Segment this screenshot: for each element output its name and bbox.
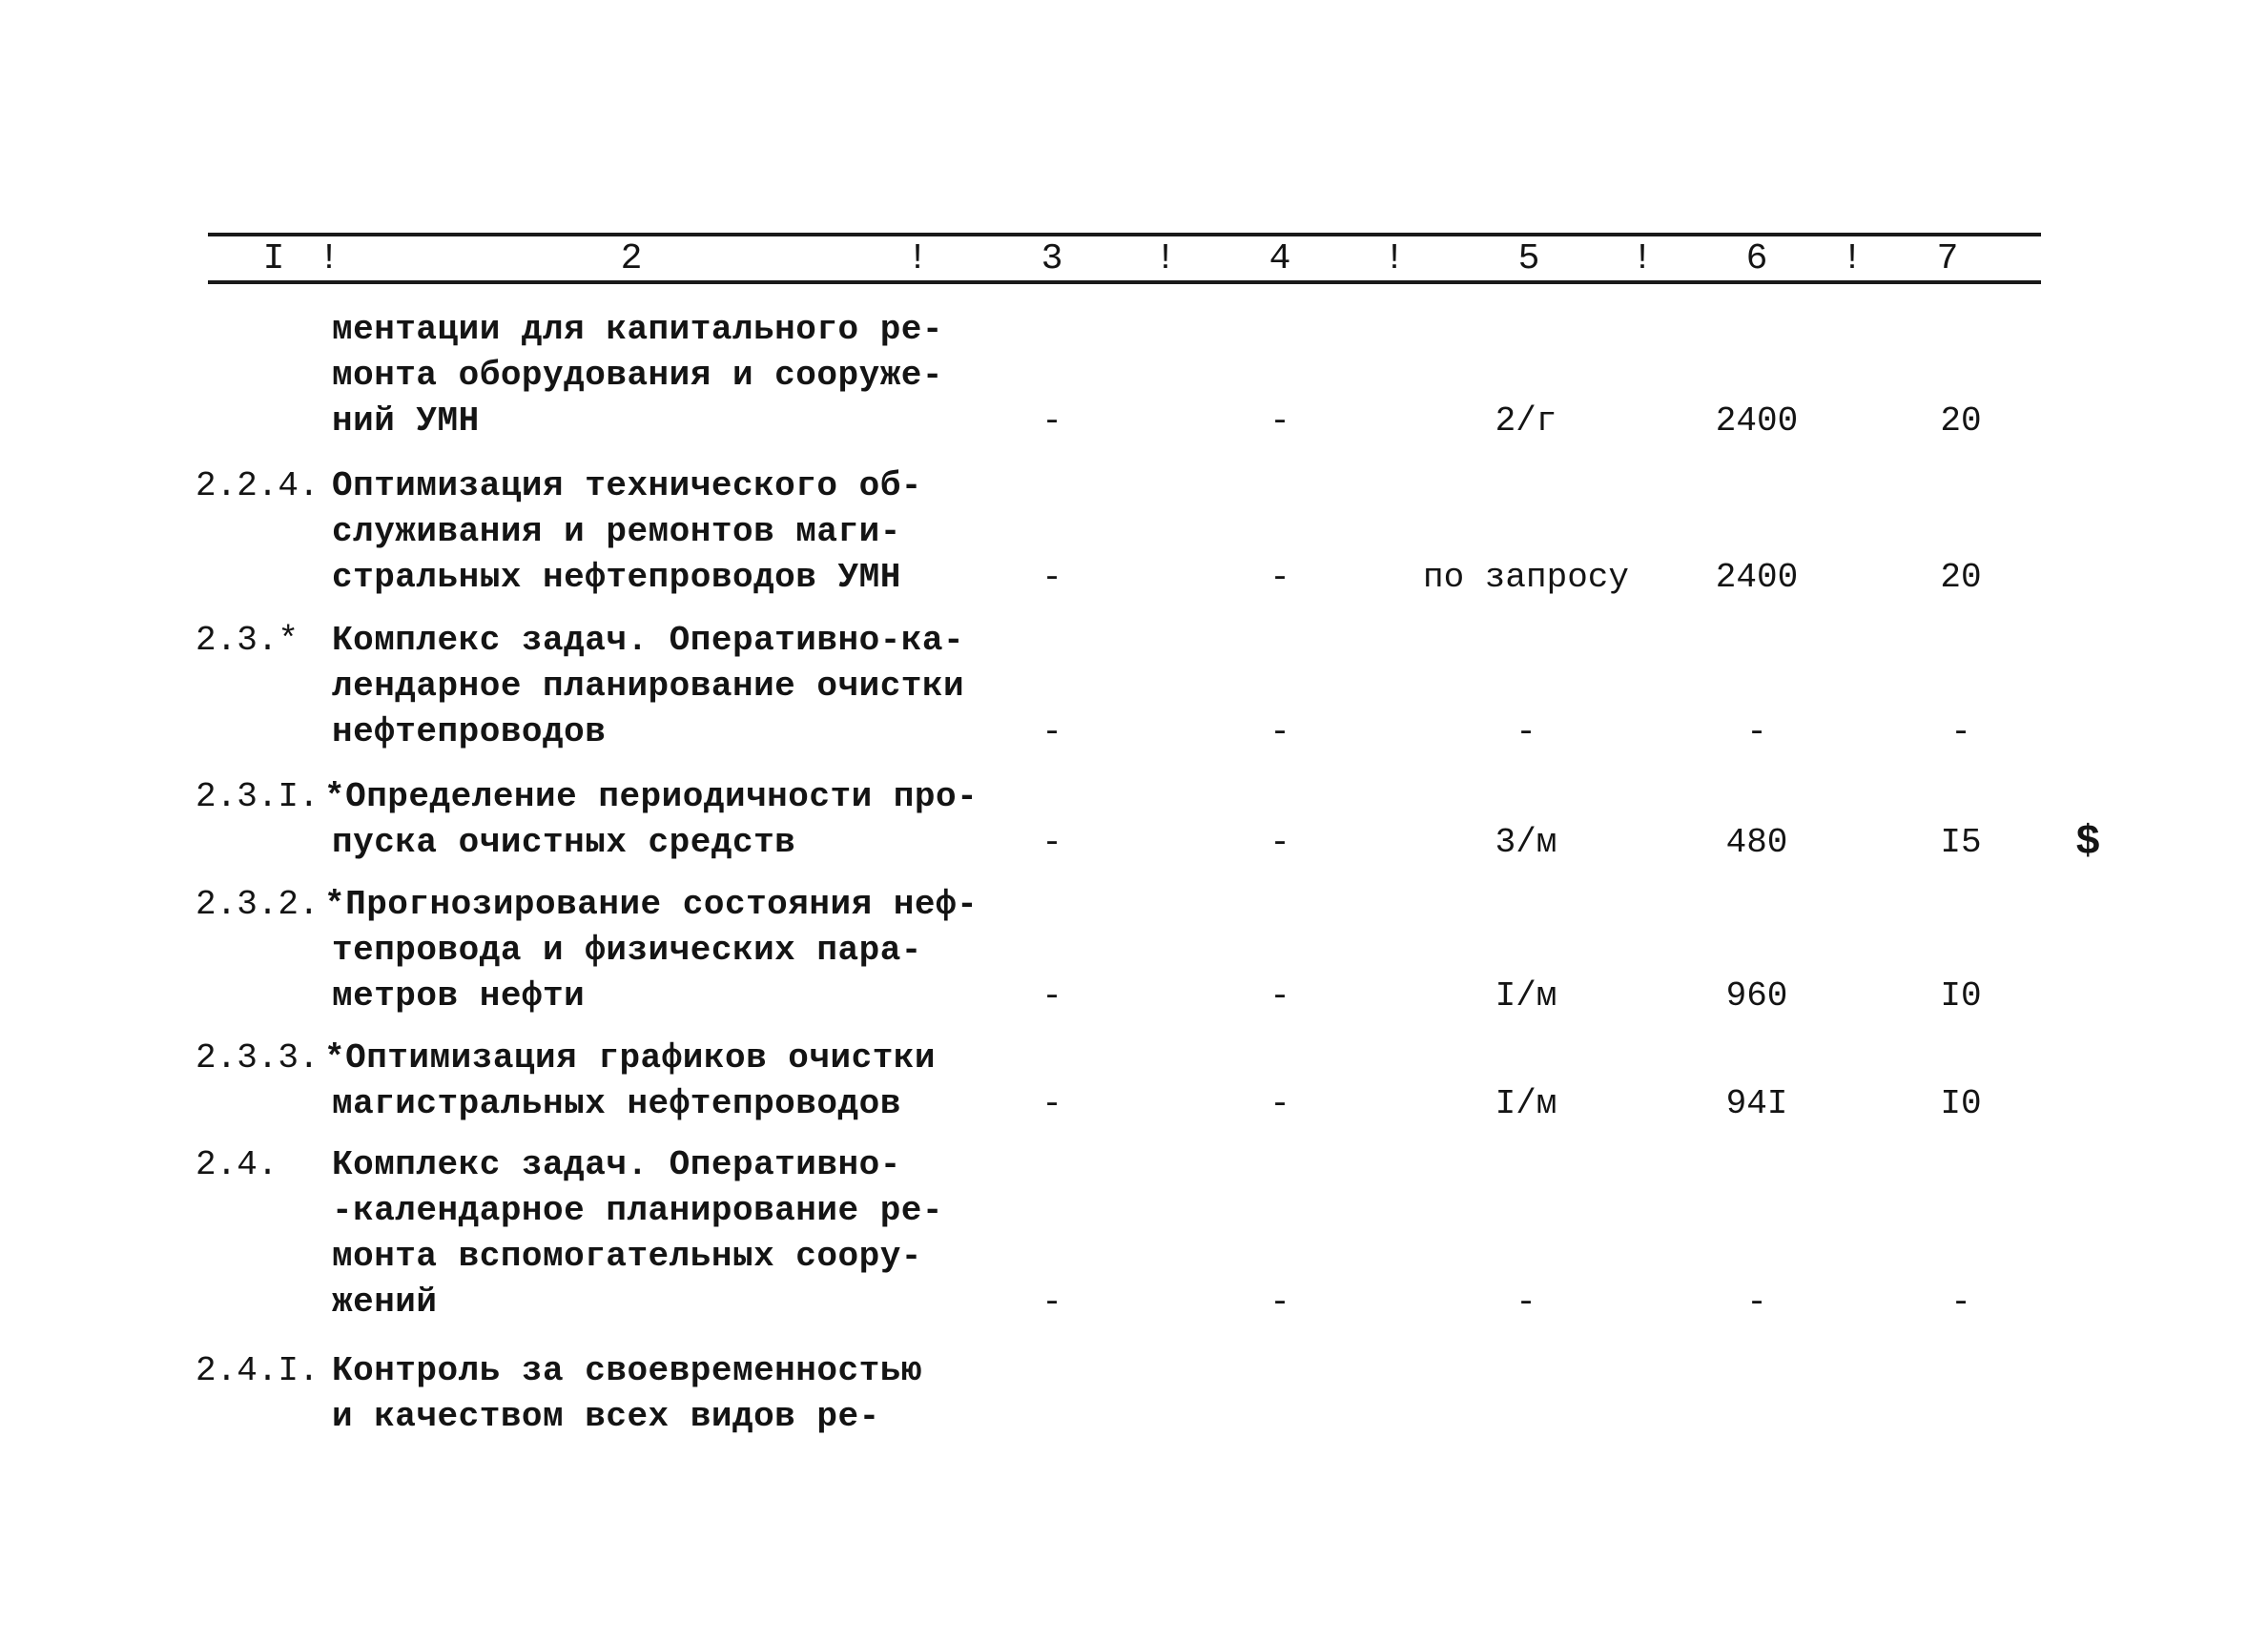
cell-col-4: - xyxy=(1269,558,1290,597)
col-header-4: 4 xyxy=(1268,238,1291,279)
cell-col-5: 3/м xyxy=(1495,823,1557,862)
description-line: нефтепроводов xyxy=(332,712,607,751)
col-header-7: 7 xyxy=(1936,238,1959,279)
table-top-rule xyxy=(208,233,2041,236)
cell-col-7: 20 xyxy=(1940,558,1982,597)
cell-col-4: - xyxy=(1269,976,1290,1016)
cell-col-6: 960 xyxy=(1725,976,1788,1016)
item-number: 2.3.2. xyxy=(196,885,320,924)
margin-mark: $ xyxy=(2075,819,2101,867)
description-line: ментации для капитального ре- xyxy=(332,310,944,349)
cell-col-5: 2/г xyxy=(1495,401,1557,441)
cell-col-6: 2400 xyxy=(1715,401,1799,441)
cell-col-7: I5 xyxy=(1940,823,1982,862)
col-separator: ! xyxy=(1841,238,1864,279)
description-line: *Оптимизация графиков очистки xyxy=(324,1038,937,1078)
item-number: 2.3.* xyxy=(196,621,299,660)
item-description xyxy=(332,463,923,601)
cell-col-7: 20 xyxy=(1940,401,1982,441)
cell-col-4: - xyxy=(1269,1283,1290,1322)
item-number: 2.4. xyxy=(196,1145,278,1184)
description-line: служивания и ремонтов маги- xyxy=(332,512,901,551)
description-line: монта оборудования и сооруже- xyxy=(332,356,944,395)
cell-col-5: - xyxy=(1515,712,1536,751)
item-description xyxy=(332,1348,923,1440)
cell-col-7: I0 xyxy=(1940,1084,1982,1123)
col-separator: ! xyxy=(906,238,929,279)
cell-col-6: 2400 xyxy=(1715,558,1799,597)
item-description xyxy=(332,1142,944,1325)
cell-col-4: - xyxy=(1269,712,1290,751)
cell-col-7: - xyxy=(1950,1283,1971,1322)
cell-col-3: - xyxy=(1041,1084,1062,1123)
description-line: монта вспомогательных соору- xyxy=(332,1237,922,1276)
col-separator: ! xyxy=(1154,238,1177,279)
item-number: 2.4.I. xyxy=(196,1351,320,1390)
col-header-3: 3 xyxy=(1041,238,1063,279)
col-separator: ! xyxy=(1631,238,1654,279)
cell-col-7: - xyxy=(1950,712,1971,751)
cell-col-6: - xyxy=(1746,712,1767,751)
col-header-5: 5 xyxy=(1517,238,1540,279)
item-number: 2.3.3. xyxy=(196,1038,320,1078)
description-line: Комплекс задач. Оперативно- xyxy=(332,1145,901,1184)
cell-col-4: - xyxy=(1269,401,1290,441)
description-line: Контроль за своевременностью xyxy=(332,1351,922,1390)
col-header-1: I xyxy=(262,238,285,279)
cell-col-5: I/м xyxy=(1495,1084,1557,1123)
col-header-2: 2 xyxy=(620,238,643,279)
cell-col-3: - xyxy=(1041,401,1062,441)
description-line: *Определение периодичности про- xyxy=(324,777,979,816)
cell-col-5: по запросу xyxy=(1422,558,1630,597)
description-line: лендарное планирование очистки xyxy=(332,667,965,706)
item-description xyxy=(324,882,979,1019)
description-line: ний УМН xyxy=(332,401,480,441)
description-line: стральных нефтепроводов УМН xyxy=(332,558,901,597)
col-separator: ! xyxy=(1383,238,1406,279)
description-line: и качеством всех видов ре- xyxy=(332,1397,880,1436)
description-line: Оптимизация технического об- xyxy=(332,466,922,505)
cell-col-5: I/м xyxy=(1495,976,1557,1016)
cell-col-4: - xyxy=(1269,823,1290,862)
cell-col-3: - xyxy=(1041,823,1062,862)
description-line: пуска очистных средств xyxy=(332,823,796,862)
item-description xyxy=(324,774,979,866)
item-description xyxy=(332,307,944,444)
item-description xyxy=(324,1036,937,1127)
description-line: жений xyxy=(332,1283,438,1322)
cell-col-6: 94I xyxy=(1725,1084,1788,1123)
cell-col-3: - xyxy=(1041,976,1062,1016)
cell-col-3: - xyxy=(1041,558,1062,597)
col-header-6: 6 xyxy=(1745,238,1768,279)
table-header-rule xyxy=(208,280,2041,284)
cell-col-6: 480 xyxy=(1725,823,1788,862)
description-line: Комплекс задач. Оперативно-ка- xyxy=(332,621,965,660)
description-line: тепровода и физических пара- xyxy=(332,931,922,970)
cell-col-3: - xyxy=(1041,712,1062,751)
description-line: метров нефти xyxy=(332,976,586,1016)
cell-col-6: - xyxy=(1746,1283,1767,1322)
cell-col-4: - xyxy=(1269,1084,1290,1123)
item-number: 2.2.4. xyxy=(196,466,320,505)
item-description xyxy=(332,618,965,755)
description-line: *Прогнозирование состояния неф- xyxy=(324,885,979,924)
col-separator: ! xyxy=(318,238,340,279)
cell-col-3: - xyxy=(1041,1283,1062,1322)
cell-col-7: I0 xyxy=(1940,976,1982,1016)
item-number: 2.3.I. xyxy=(196,777,320,816)
description-line: магистральных нефтепроводов xyxy=(332,1084,901,1123)
description-line: -календарное планирование ре- xyxy=(332,1191,944,1230)
cell-col-5: - xyxy=(1515,1283,1536,1322)
